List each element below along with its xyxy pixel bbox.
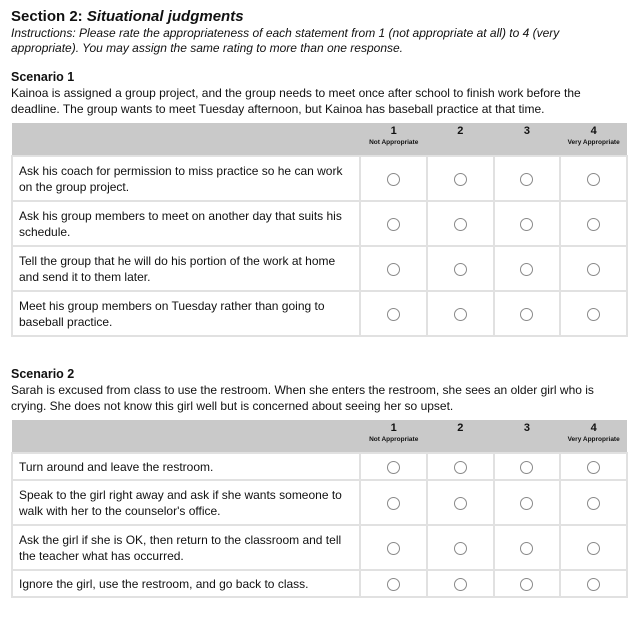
scale-label: Not Appropriate <box>369 436 419 443</box>
rating-radio-2[interactable] <box>454 218 467 231</box>
rating-radio-4[interactable] <box>587 578 600 591</box>
rating-radio-3[interactable] <box>520 578 533 591</box>
table-row <box>12 480 627 525</box>
rating-radio-3[interactable] <box>520 461 533 474</box>
table-row <box>12 246 627 291</box>
statement: Tell the group that he will do his portion of the work at home and send it to them later. <box>12 246 360 291</box>
rating-cell <box>494 156 561 201</box>
rating-cell <box>560 201 627 246</box>
rating-cell <box>560 246 627 291</box>
scale-header-4 <box>560 123 627 156</box>
rating-radio-4[interactable] <box>587 263 600 276</box>
rating-cell <box>560 570 627 597</box>
header-blank <box>12 123 360 156</box>
statement: Ignore the girl, use the restroom, and go back to class. <box>12 570 360 597</box>
rating-cell <box>494 453 561 480</box>
rating-radio-2[interactable] <box>454 497 467 510</box>
section-title: Section 2: Situational judgments <box>11 8 244 25</box>
header-blank <box>12 420 360 453</box>
scale-number: 2 <box>457 125 464 137</box>
rating-radio-4[interactable] <box>587 497 600 510</box>
rating-radio-3[interactable] <box>520 218 533 231</box>
rating-cell <box>427 453 494 480</box>
scenario-description: Kainoa is assigned a group project, and the group needs to meet once after school to finish work before the deadline. The group wants to meet Tuesday afternoon, but Kainoa has baseball practice at that time. <box>11 86 581 116</box>
scale-header-2 <box>427 123 494 156</box>
scale-number: 1 <box>390 125 397 137</box>
scale-header-1 <box>360 420 427 453</box>
rating-radio-4[interactable] <box>587 173 600 186</box>
rating-radio-2[interactable] <box>454 578 467 591</box>
rating-cell <box>360 246 427 291</box>
rating-radio-1[interactable] <box>387 263 400 276</box>
table-row <box>12 570 627 597</box>
rating-radio-1[interactable] <box>387 218 400 231</box>
rating-radio-2[interactable] <box>454 263 467 276</box>
rating-cell <box>560 453 627 480</box>
rating-radio-3[interactable] <box>520 542 533 555</box>
scenario-1 <box>11 70 629 337</box>
rating-radio-3[interactable] <box>520 308 533 321</box>
rating-radio-1[interactable] <box>387 308 400 321</box>
header-row <box>12 420 627 453</box>
rating-radio-2[interactable] <box>454 542 467 555</box>
rating-cell <box>427 291 494 336</box>
statement: Speak to the girl right away and ask if she wants someone to walk with her to the counselor's office. <box>12 480 360 525</box>
rating-cell <box>427 201 494 246</box>
scale-number: 3 <box>523 422 531 434</box>
statement: Meet his group members on Tuesday rather than going to baseball practice. <box>12 291 360 336</box>
rating-radio-4[interactable] <box>587 461 600 474</box>
scale-number: 1 <box>390 422 397 434</box>
rating-radio-4[interactable] <box>587 218 600 231</box>
header-row <box>12 123 627 156</box>
scale-header-3 <box>494 123 561 156</box>
statement: Ask his coach for permission to miss practice so he can work on the group project. <box>12 156 360 201</box>
rating-radio-2[interactable] <box>454 461 467 474</box>
rating-radio-1[interactable] <box>387 542 400 555</box>
rating-cell <box>427 480 494 525</box>
rating-cell <box>494 480 561 525</box>
rating-cell <box>494 246 561 291</box>
rating-radio-4[interactable] <box>587 542 600 555</box>
rating-cell <box>360 453 427 480</box>
table-row <box>12 453 627 480</box>
scenario-2 <box>11 367 629 598</box>
statement: Turn around and leave the restroom. <box>12 453 360 480</box>
rating-radio-2[interactable] <box>454 173 467 186</box>
rating-cell <box>560 156 627 201</box>
rating-cell <box>560 480 627 525</box>
statement: Ask the girl if she is OK, then return to the classroom and tell the teacher what has occurred. <box>12 525 360 570</box>
table-row <box>12 201 627 246</box>
scenario-description: Sarah is excused from class to use the restroom. When she enters the restroom, she sees an older girl who is crying. She does not know this girl well but is concerned about seeing her so upset. <box>11 383 594 413</box>
rating-cell <box>427 525 494 570</box>
rating-radio-2[interactable] <box>454 308 467 321</box>
rating-cell <box>360 201 427 246</box>
rating-cell <box>560 291 627 336</box>
rating-cell <box>360 480 427 525</box>
scale-label: Not Appropriate <box>369 139 419 146</box>
scale-label: Very Appropriate <box>567 139 620 146</box>
table-row <box>12 156 627 201</box>
rating-radio-1[interactable] <box>387 461 400 474</box>
rating-radio-1[interactable] <box>387 578 400 591</box>
scale-header-3 <box>494 420 561 453</box>
rating-radio-4[interactable] <box>587 308 600 321</box>
rating-cell <box>360 570 427 597</box>
rating-radio-1[interactable] <box>387 497 400 510</box>
scale-header-2 <box>427 420 494 453</box>
rating-cell <box>494 525 561 570</box>
rating-radio-3[interactable] <box>520 173 533 186</box>
instructions: Instructions: Please rate the appropriateness of each statement from 1 (not appropriate at all) to 4 (very appropriate). You may assign the same rating to more than one response. <box>11 26 560 55</box>
rating-cell <box>427 570 494 597</box>
scale-number: 4 <box>590 125 597 137</box>
rating-radio-3[interactable] <box>520 263 533 276</box>
rating-cell <box>494 201 561 246</box>
scale-number: 3 <box>523 125 531 137</box>
table-row <box>12 525 627 570</box>
rating-radio-3[interactable] <box>520 497 533 510</box>
rating-cell <box>494 570 561 597</box>
rating-cell <box>360 156 427 201</box>
scale-number: 2 <box>457 422 464 434</box>
rating-cell <box>360 525 427 570</box>
rating-cell <box>494 291 561 336</box>
rating-radio-1[interactable] <box>387 173 400 186</box>
scale-header-4 <box>560 420 627 453</box>
scenario-title: Scenario 2 <box>11 367 75 381</box>
rating-table <box>11 123 628 337</box>
rating-table <box>11 420 628 598</box>
rating-cell <box>360 291 427 336</box>
statement: Ask his group members to meet on another day that suits his schedule. <box>12 201 360 246</box>
table-row <box>12 291 627 336</box>
rating-cell <box>427 156 494 201</box>
scale-label: Very Appropriate <box>567 436 620 443</box>
scale-number: 4 <box>590 422 597 434</box>
scenario-title: Scenario 1 <box>11 70 75 84</box>
rating-cell <box>560 525 627 570</box>
rating-cell <box>427 246 494 291</box>
scale-header-1 <box>360 123 427 156</box>
